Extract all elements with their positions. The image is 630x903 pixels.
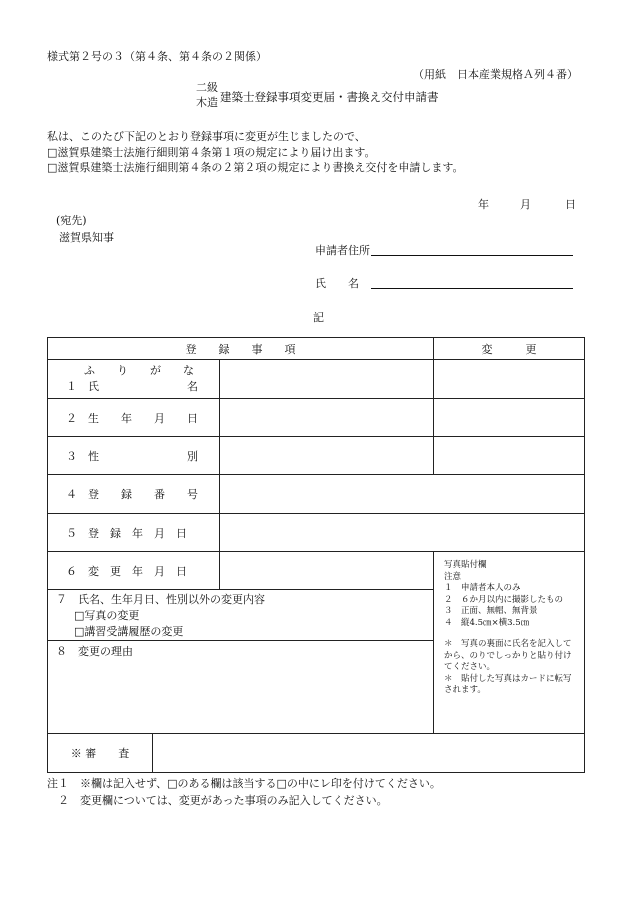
change-date-field[interactable] [220, 552, 434, 590]
photo-note-2: ２ ６か月以内に撮影したもの [444, 594, 564, 605]
applicant-name-field[interactable] [371, 288, 573, 289]
addressee-label: (宛先) [56, 214, 87, 227]
table-row [48, 399, 585, 437]
applicant-name-label: 氏 名 [315, 277, 359, 290]
intro-line-1: 私は、このたび下記のとおり登録事項に変更が生じましたので、 [47, 130, 366, 143]
addressee-name: 滋賀県知事 [59, 231, 114, 244]
reason-cell[interactable] [48, 641, 434, 734]
photo-change-checkbox[interactable]: □写真の変更 [74, 609, 140, 622]
footnote-1: 注１ ※欄は記入せず、□のある欄は該当する□の中にレ印を付けてください。 [47, 777, 441, 790]
intro-line-3[interactable]: □滋賀県建築士法施行細則第４条の２第２項の規定により書換え交付を申請します。 [47, 161, 464, 174]
photo-title: 写真貼付欄 [444, 560, 487, 570]
other-changes-cell [48, 590, 434, 641]
table-row [48, 552, 585, 590]
review-label: ※ 審 査 [48, 734, 153, 773]
course-history-checkbox[interactable]: □講習受講履歴の変更 [74, 625, 184, 638]
change-date-label: ６ 変 更 年 月 日 [48, 552, 220, 590]
photo-note-3: ３ 正面、無帽、無背景 [444, 606, 538, 616]
date-month: 月 [520, 198, 531, 211]
header-change: 変 更 [434, 338, 585, 360]
date-field[interactable] [478, 196, 576, 212]
reg-date-label: ５ 登 録 年 月 日 [48, 514, 220, 552]
intro-line-2[interactable]: □滋賀県建築士法施行細則第４条第１項の規定により届け出ます。 [47, 145, 376, 159]
document-title: 建築士登録事項変更届・書換え交付申請書 [220, 90, 439, 104]
reason-label: ８ 変更の理由 [56, 645, 133, 658]
form-id: 様式第２号の３（第４条、第４条の２関係） [47, 50, 267, 63]
birthdate-label: ２ 生 年 月 日 [48, 399, 220, 437]
birthdate-field[interactable] [220, 399, 434, 437]
photo-note-1: １ 申請者本人のみ [444, 583, 521, 593]
sex-change-field[interactable] [434, 437, 585, 475]
photo-star-2: ＊ 貼付した写真はカードに転写されます。 [444, 673, 572, 695]
table-row [48, 475, 585, 514]
ki-heading: 記 [313, 311, 324, 324]
table-row [48, 734, 585, 773]
birthdate-change-field[interactable] [434, 399, 585, 437]
footnote-2: ２ 変更欄については、変更があった事項のみ記入してください。 [47, 794, 388, 807]
header-item: 登 録 事 項 [48, 338, 434, 360]
reg-date-field[interactable] [220, 514, 585, 552]
other-changes-title: ７ 氏名、生年月日、性別以外の変更内容 [56, 593, 265, 606]
date-day: 日 [565, 198, 576, 211]
reg-number-label: ４ 登 録 番 号 [48, 475, 220, 514]
intro-text [47, 129, 464, 176]
sex-label: ３ 性 別 [48, 437, 220, 475]
furigana-label: ふ り が な [84, 364, 194, 377]
table-row [48, 360, 585, 399]
grade-2: 木造 [196, 96, 218, 109]
registration-table [47, 337, 585, 773]
table-row [48, 437, 585, 475]
row-name-label [48, 360, 220, 399]
name-change-field[interactable] [434, 360, 585, 399]
applicant-address-field[interactable] [371, 255, 573, 256]
photo-note-4: ４ 縦4.5㎝×横3.5㎝ [444, 617, 530, 628]
name-label: １ 氏 名 [66, 380, 198, 393]
table-row [48, 514, 585, 552]
name-field[interactable] [220, 360, 434, 399]
table-header-row [48, 338, 585, 360]
date-year: 年 [478, 198, 489, 211]
reg-number-field[interactable] [220, 475, 585, 514]
grade-label [196, 80, 218, 110]
footnotes [47, 775, 441, 809]
sex-field[interactable] [220, 437, 434, 475]
photo-note-head: 注意 [444, 571, 462, 582]
review-field [153, 734, 585, 773]
photo-star-1: ＊ 写真の裏面に氏名を記入してから、のりでしっかりと貼り付けてください。 [444, 639, 572, 672]
grade-1: 二級 [196, 81, 218, 94]
paper-spec: （用紙 日本産業規格Ａ列４番） [413, 68, 578, 81]
applicant-address-label: 申請者住所 [315, 244, 370, 257]
photo-box[interactable] [434, 552, 585, 734]
